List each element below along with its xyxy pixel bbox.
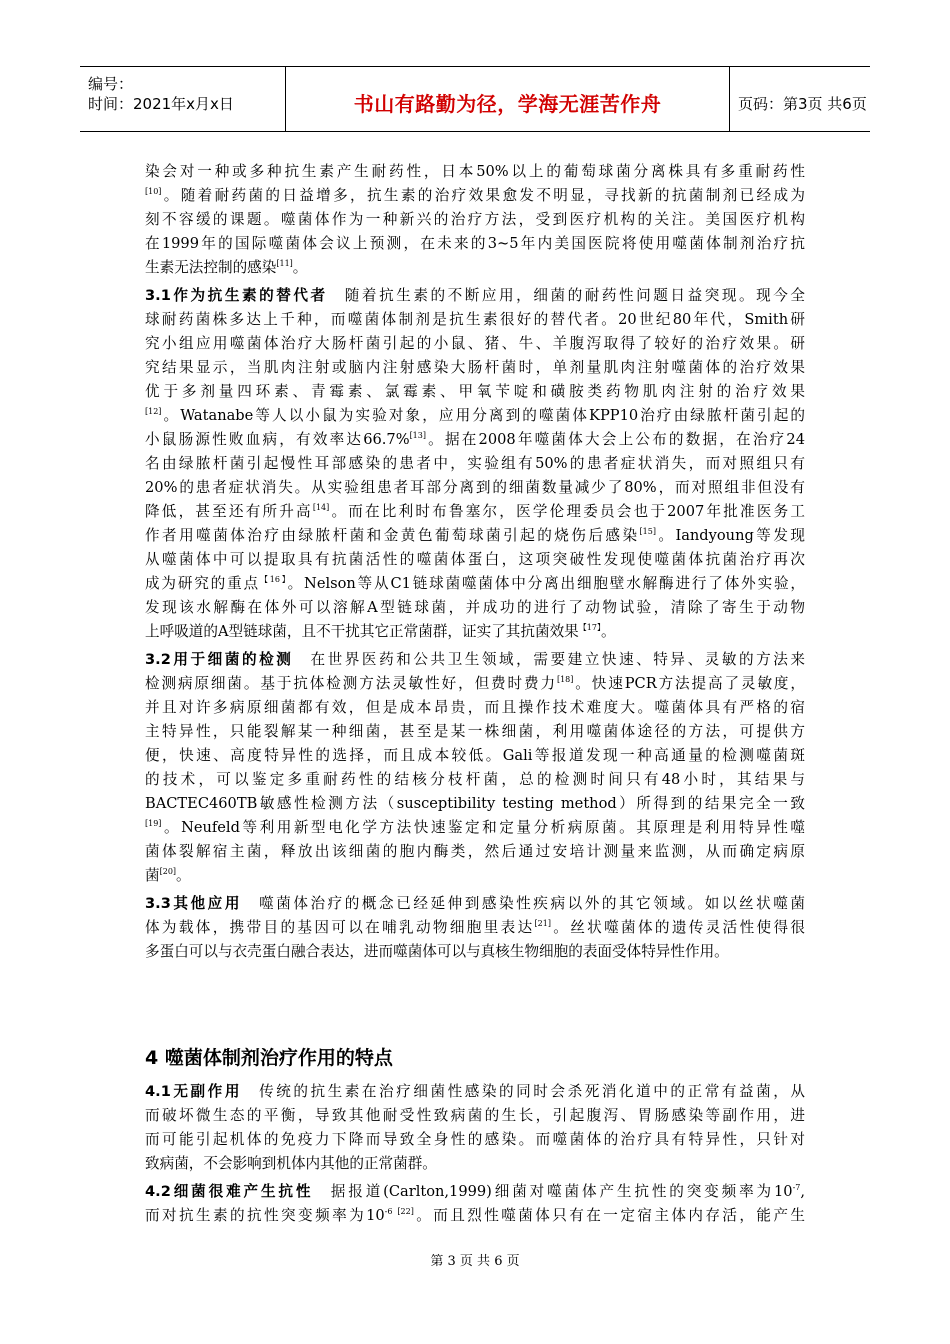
text-line: 成为研究的重点$^{【16】}$。Nelson等从C1链球菌噬菌体中分离出细胞壁水解酶进行了体外实验， xyxy=(145,575,805,592)
text-line: BACTEC460TB敏感性检测方法（susceptibility testing method）所得到的结果完全一致 xyxy=(145,795,805,812)
text-line: 生素无法控制的感染[11]。 xyxy=(145,259,308,276)
section-4-2-title: 4.2细菌很难产生抗性 xyxy=(145,1183,314,1200)
text-line: 多蛋白可以与衣壳蛋白融合表达，进而噬菌体可以与真核生物细胞的表面受体特异性作用。 xyxy=(145,943,729,960)
text-line: [10]。随着耐药菌的日益增多，抗生素的治疗效果愈发不明显，寻找新的抗菌制剂已经成为 xyxy=(145,187,805,204)
text-line: [19]。Neufeld等利用新型电化学方法快速鉴定和定量分析病原菌。其原理是利用特异性噬 xyxy=(145,819,805,836)
document-number-label: 编号： xyxy=(88,75,134,93)
header-page-cell xyxy=(730,67,870,131)
text-line: 优于多剂量四环素、青霉素、氯霉素、甲氧苄啶和磺胺类药物肌肉注射的治疗效果 xyxy=(145,383,805,400)
header-meta-cell xyxy=(80,67,286,131)
section-4-2-line: 4.2细菌很难产生抗性 据报道(Carlton,1999)细菌对噬菌体产生抗性的突变频率为$10^{-7}$, xyxy=(145,1183,805,1200)
section-3-1-line: 3.1作为抗生素的替代者 随着抗生素的不断应用，细菌的耐药性问题日益突现。现今全 xyxy=(145,287,805,304)
text-line: 菌体裂解宿主菌，释放出该细菌的胞内酶类，然后通过安培计测量来监测，从而确定病原 xyxy=(145,843,805,860)
text-line: 致病菌，不会影响到机体内其他的正常菌群。 xyxy=(145,1155,437,1172)
section-4-1-title: 4.1无副作用 xyxy=(145,1083,242,1100)
motto-text: 书山有路勤为径，学海无涯苦作舟 xyxy=(353,92,662,116)
text-line: 体为载体，携带目的基因可以在哺乳动物细胞里表达[21]。丝状噬菌体的遗传灵活性使得很 xyxy=(145,919,805,936)
text-line: 染会对一种或多种抗生素产生耐药性，日本50%以上的葡萄球菌分离株具有多重耐药性 xyxy=(145,163,805,180)
text-line: 小鼠肠源性败血病，有效率达66.7%[13]。据在2008年噬菌体大会上公布的数据，在治疗24 xyxy=(145,431,805,448)
text-line: 主特异性，只能裂解某一种细菌，甚至是某一株细菌，利用噬菌体途径的方法，可提供方 xyxy=(145,723,805,740)
text-line: 20%的患者症状消失。从实验组患者耳部分离到的细菌数量减少了80%，而对照组非但没有 xyxy=(145,479,805,496)
text-line: 便，快速、高度特异性的选择，而且成本较低。Gali等报道发现一种高通量的检测噬菌斑 xyxy=(145,747,805,764)
text-line: 名由绿脓杆菌引起慢性耳部感染的患者中，实验组有50%的患者症状消失，而对照组只有 xyxy=(145,455,805,472)
section-3-1-title: 3.1作为抗生素的替代者 xyxy=(145,287,328,304)
section-3-2-title: 3.2用于细菌的检测 xyxy=(145,651,294,668)
header-motto-cell xyxy=(286,67,730,131)
text-line: 而可能引起机体的免疫力下降而导致全身性的感染。而噬菌体的治疗具有特异性，只针对 xyxy=(145,1131,805,1148)
text-line: 检测病原细菌。基于抗体检测方法灵敏性好，但费时费力[18]。快速PCR方法提高了灵敏度， xyxy=(145,675,805,692)
text-line: 菌[20]。 xyxy=(145,867,191,884)
text-line: [12]。Watanabe等人以小鼠为实验对象，应用分离到的噬菌体KPP10治疗由绿脓杆菌引起的 xyxy=(145,407,805,424)
text-line: 作者用噬菌体治疗由绿脓杆菌和金黄色葡萄球菌引起的烧伤后感染[15]。Iandyoung等发现 xyxy=(145,527,805,544)
section-3-3-line: 3.3其他应用 噬菌体治疗的概念已经延伸到感染性疾病以外的其它领域。如以丝状噬菌 xyxy=(145,895,805,912)
text-line: 球耐药菌株多达上千种，而噬菌体制剂是抗生素很好的替代者。20世纪80年代，Smith研 xyxy=(145,311,805,328)
text-line: 降低，甚至还有所升高[14]。而在比利时布鲁塞尔，医学伦理委员会也于2007年批准医务工 xyxy=(145,503,805,520)
text-line: 究结果显示，当肌肉注射或脑内注射感染大肠杆菌时，单剂量肌肉注射噬菌体的治疗效果 xyxy=(145,359,805,376)
text-line: 刻不容缓的课题。噬菌体作为一种新兴的治疗方法，受到医疗机构的关注。美国医疗机构 xyxy=(145,211,805,228)
section-3-2-line: 3.2用于细菌的检测 在世界医药和公共卫生领域，需要建立快速、特异、灵敏的方法来 xyxy=(145,651,805,668)
text-line: 究小组应用噬菌体治疗大肠杆菌引起的小鼠、猪、牛、羊腹泻取得了较好的治疗效果。研 xyxy=(145,335,805,352)
text-line: 发现该水解酶在体外可以溶解A型链球菌，并成功的进行了动物试验，清除了寄生于动物 xyxy=(145,599,805,616)
text-line: 从噬菌体中可以提取具有抗菌活性的噬菌体蛋白，这项突破性发现使噬菌体抗菌治疗再次 xyxy=(145,551,805,568)
section-3-3-title: 3.3其他应用 xyxy=(145,895,242,912)
section-4-heading: 4 噬菌体制剂治疗作用的特点 xyxy=(145,1047,393,1069)
section-4-1-line: 4.1无副作用 传统的抗生素在治疗细菌性感染的同时会杀死消化道中的正常有益菌，从 xyxy=(145,1083,805,1100)
text-line: 而破坏微生态的平衡，导致其他耐受性致病菌的生长，引起腹泻、胃肠感染等副作用，进 xyxy=(145,1107,805,1124)
page-footer: 第 3 页 共 6 页 xyxy=(430,1254,520,1269)
text-line: 而对抗生素的抗性突变频率为$10^{-6 [22]}$。而且烈性噬菌体只有在一定宿主体内存活，能产生 xyxy=(145,1207,805,1224)
text-line: 的技术，可以鉴定多重耐药性的结核分枝杆菌，总的检测时间只有48小时，其结果与 xyxy=(145,771,805,788)
text-line: 上呼吸道的A型链球菌，且不干扰其它正常菌群，证实了其抗菌效果$^{【17】}$。 xyxy=(145,623,616,640)
document-date: 时间：2021年x月x日 xyxy=(88,95,234,113)
document-header xyxy=(80,66,870,132)
text-line: 并且对许多病原细菌都有效，但是成本昂贵，而且操作技术难度大。噬菌体具有严格的宿 xyxy=(145,699,805,716)
text-line: 在1999年的国际噬菌体会议上预测，在未来的3~5年内美国医院将使用噬菌体制剂治疗抗 xyxy=(145,235,805,252)
header-page-info: 页码：第3页 共6页 xyxy=(738,95,867,113)
